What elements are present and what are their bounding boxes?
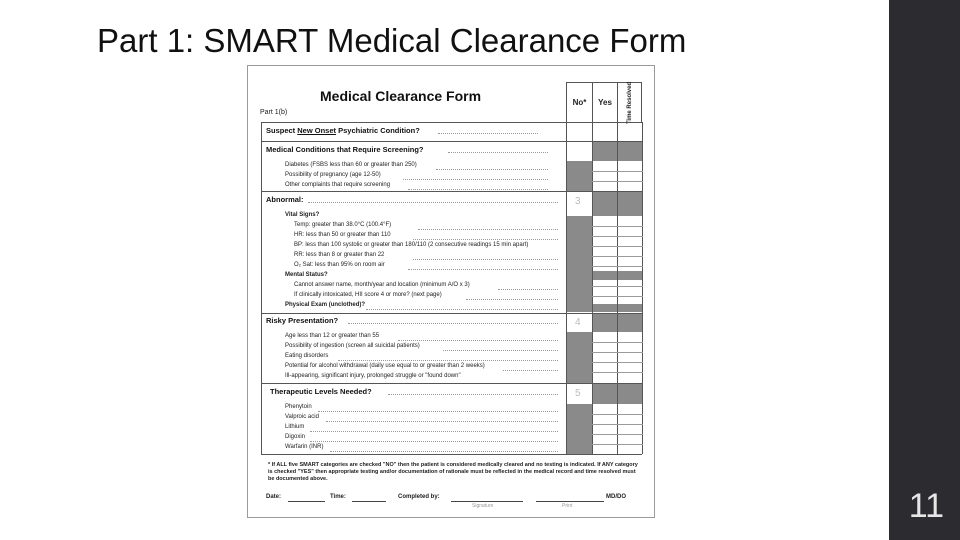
risky-item: Potential for alcohol withdrawal (daily use equal to or greater than 2 weeks)	[285, 363, 485, 369]
signature-caption: Signature	[472, 503, 494, 509]
print-caption: Print	[562, 503, 573, 509]
column-time-resolved	[617, 82, 642, 122]
slide-number: 11	[908, 487, 944, 525]
section-number: 5	[575, 388, 581, 399]
mental-status-label: Mental Status?	[285, 272, 328, 278]
risky-item: Ill-appearing, significant injury, prolonged struggle or "found down"	[285, 373, 461, 379]
column-no	[566, 82, 592, 122]
rule	[261, 122, 262, 454]
slide-sidebar	[889, 0, 960, 540]
section-therapeutic-title: Therapeutic Levels Needed?	[270, 387, 372, 396]
column-yes-label: Yes	[598, 98, 612, 107]
therapeutic-item: Digoxin	[285, 434, 306, 440]
vital-item: O₂ Sat: less than 95% on room air	[294, 262, 385, 268]
mental-item: Cannot answer name, month/year and location (minimum A/O x 3)	[294, 282, 470, 288]
part-label: Part 1(b)	[260, 109, 288, 116]
slide-title: Part 1: SMART Medical Clearance Form	[97, 22, 687, 59]
section-number: 3	[575, 196, 581, 207]
date-line[interactable]	[288, 501, 325, 502]
rule	[261, 313, 642, 314]
completed-by-label: Completed by:	[398, 494, 440, 500]
therapeutic-item: Valproic acid	[285, 414, 319, 420]
vital-signs-label: Vital Signs?	[285, 212, 320, 218]
form-image	[247, 65, 655, 518]
section-suspect-title: Suspect New Onset Psychiatric Condition?	[266, 126, 420, 135]
shade-therapeutic-no	[566, 404, 592, 454]
shade-medical-no	[566, 161, 592, 191]
footnote: * If ALL five SMART categories are checked "NO" then the patient is considered medically cleared and no testing is indicated. If ANY category is checked "YES" then appropriate testing and/or documentation of rationale must be reflected in the medical record and time resolved must be documented above.	[268, 462, 638, 482]
date-label: Date:	[266, 494, 282, 500]
vital-item: HR: less than 50 or greater than 110	[294, 232, 391, 238]
print-line[interactable]	[536, 501, 604, 502]
section-medical-title: Medical Conditions that Require Screening?	[266, 145, 424, 154]
time-label: Time:	[330, 494, 346, 500]
risky-item: Age less than 12 or greater than 55	[285, 333, 380, 339]
rule	[261, 122, 642, 123]
rule	[261, 141, 642, 142]
therapeutic-item: Warfarin (INR)	[285, 444, 324, 450]
shade-risky-no	[566, 332, 592, 383]
rule	[261, 191, 642, 192]
risky-item: Eating disorders	[285, 353, 329, 359]
mental-item: If clinically intoxicated, HII score 4 or more? (next page)	[294, 292, 442, 298]
column-no-label: No*	[572, 98, 587, 107]
rule	[261, 383, 642, 384]
therapeutic-item: Lithium	[285, 424, 305, 430]
rule	[566, 122, 567, 454]
column-yes	[592, 82, 617, 122]
form-title: Medical Clearance Form	[320, 88, 482, 104]
section-number: 4	[575, 317, 581, 328]
section-risky-title: Risky Presentation?	[266, 316, 339, 325]
medical-item: Diabetes (FSBS less than 60 or greater than 250)	[285, 162, 417, 168]
medical-item: Possibility of pregnancy (age 12-50)	[285, 172, 381, 178]
physical-exam-label: Physical Exam (unclothed)?	[285, 302, 366, 308]
vital-item: BP: less than 100 systolic or greater than 180/110 (2 consecutive readings 15 min apart)	[294, 242, 529, 248]
vital-item: Temp: greater than 38.0°C (100.4°F)	[294, 222, 392, 228]
risky-item: Possibility of ingestion (screen all suicidal patients)	[285, 343, 420, 349]
rule	[261, 454, 642, 455]
mddo-label: MD/DO	[606, 494, 626, 500]
signature-line[interactable]	[451, 501, 523, 502]
time-line[interactable]	[352, 501, 386, 502]
medical-item: Other complaints that require screening	[285, 182, 391, 188]
therapeutic-item: Phenytoin	[285, 404, 312, 410]
shade-abnormal-no	[566, 216, 592, 312]
vital-item: RR: less than 8 or greater than 22	[294, 252, 385, 258]
column-time-label: Time Resolved	[626, 81, 633, 124]
section-abnormal-title: Abnormal:	[266, 195, 304, 204]
